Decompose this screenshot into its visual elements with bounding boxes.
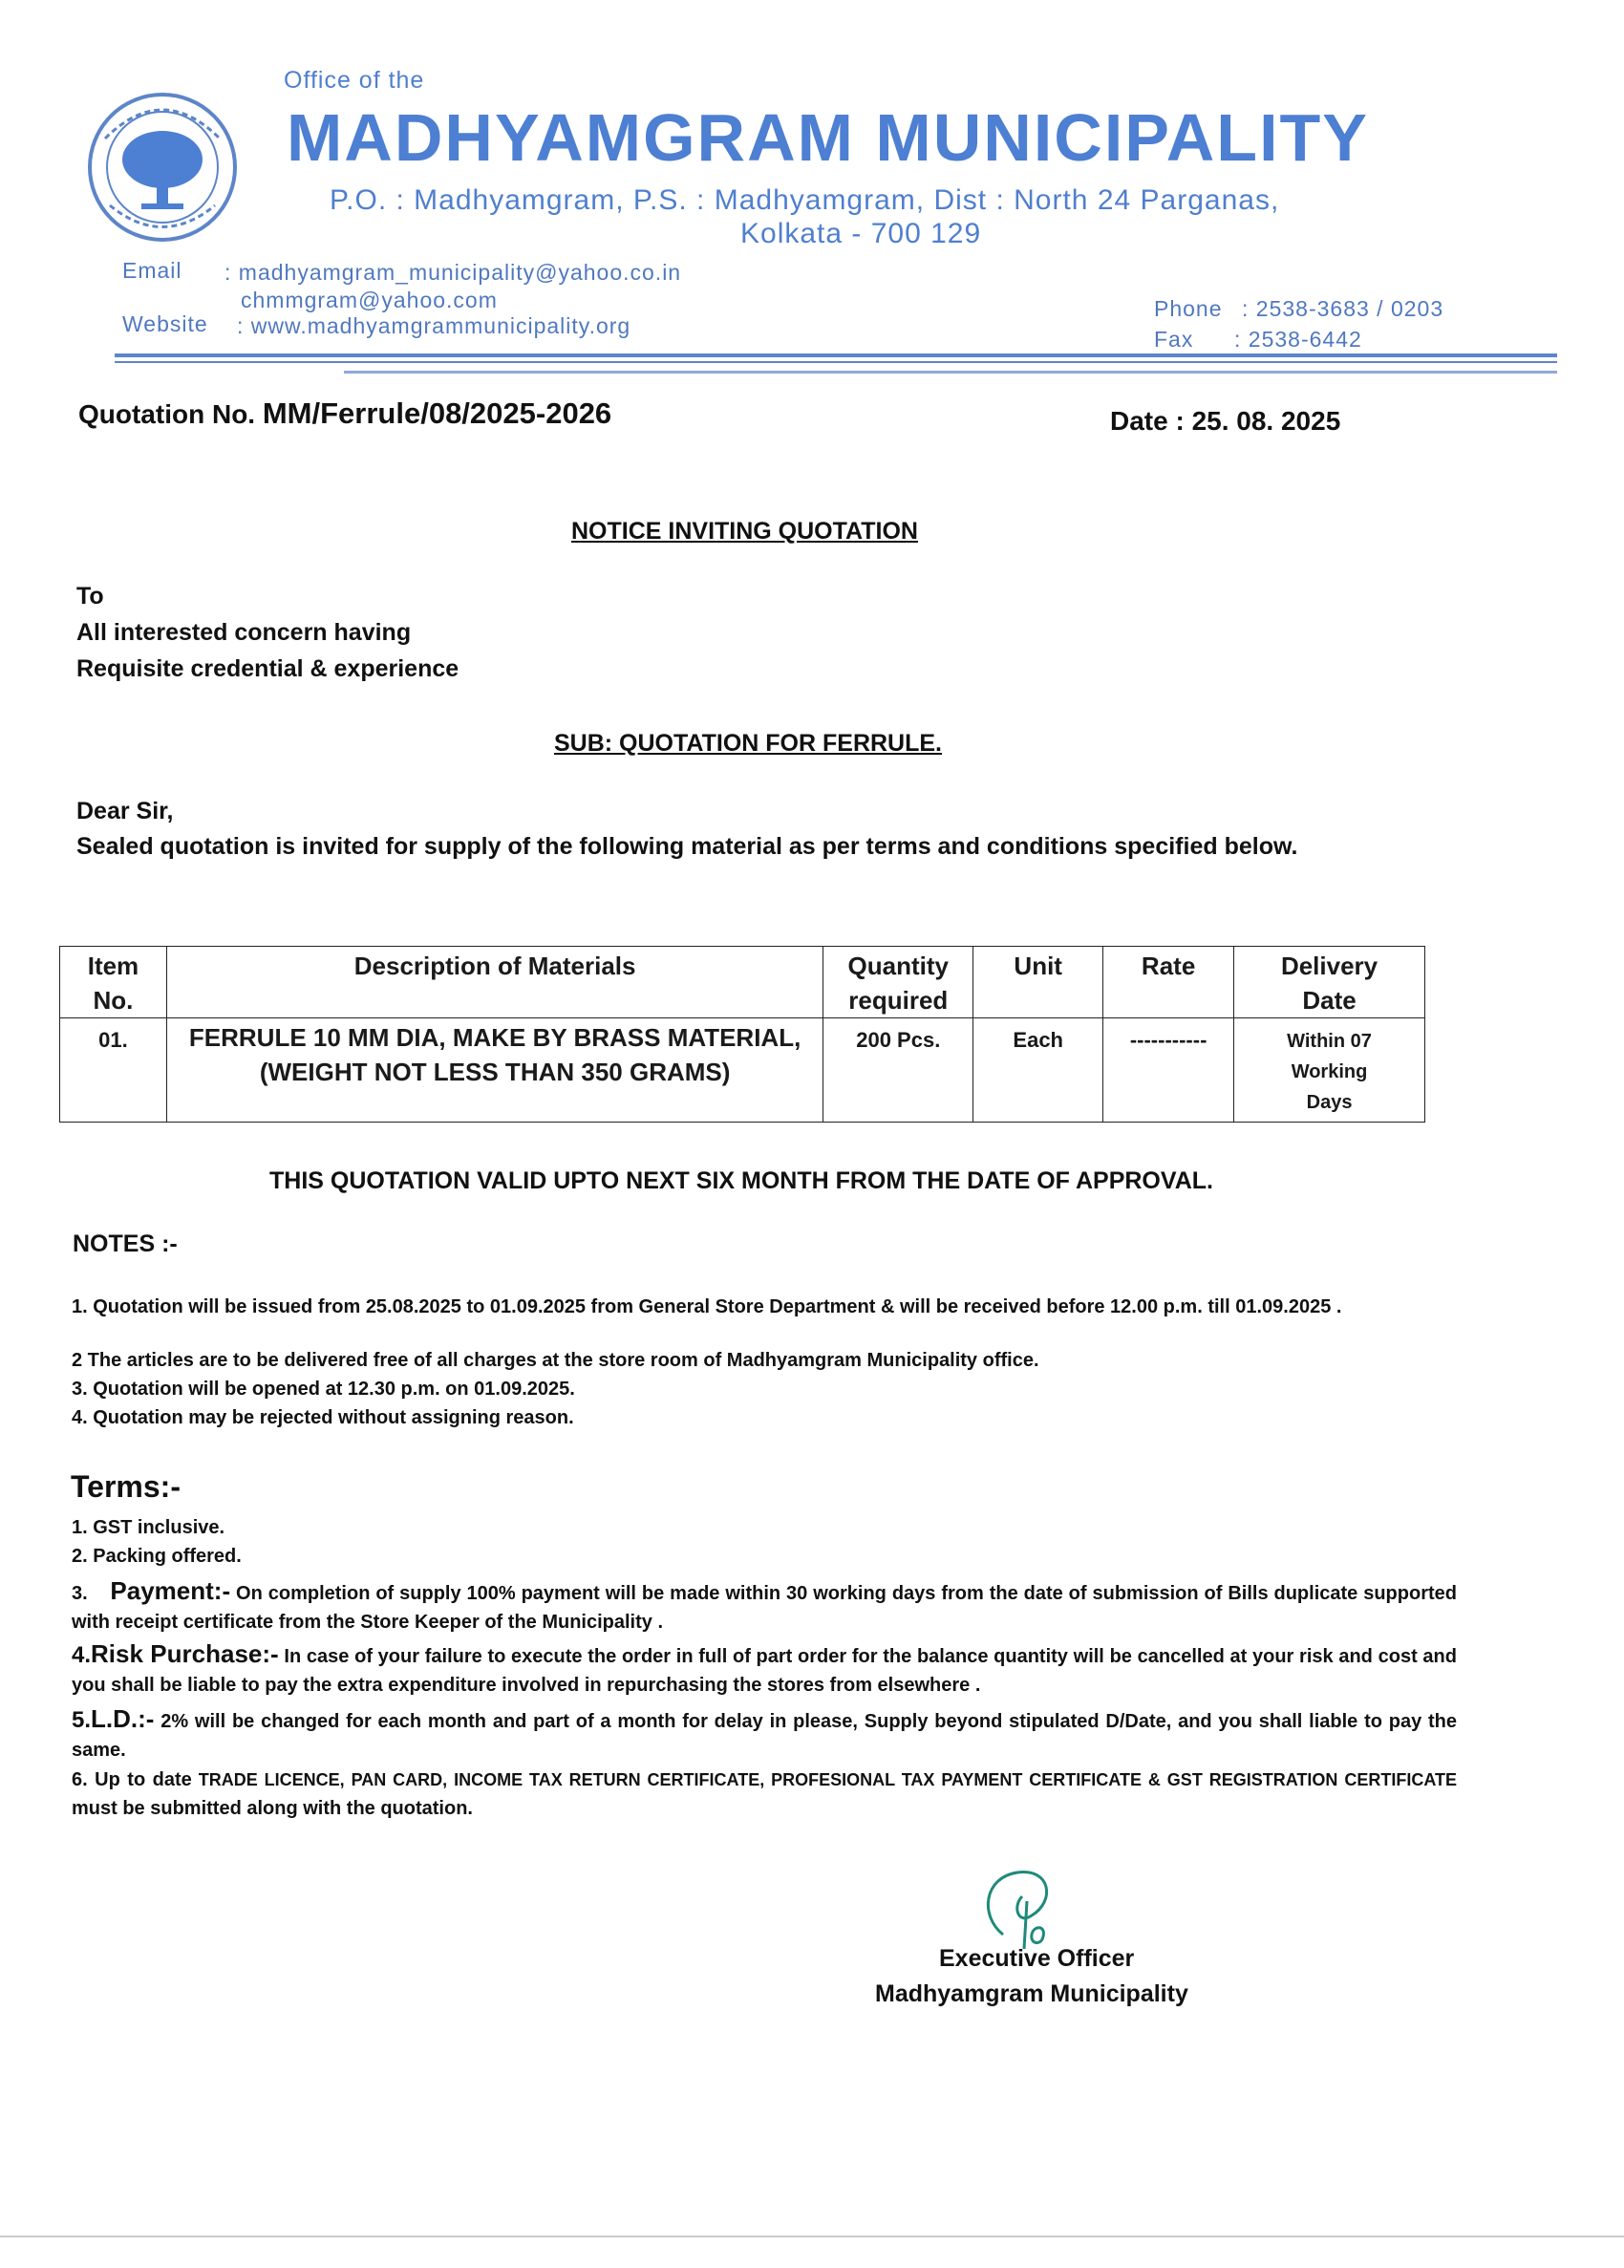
term-5-heading: L.D.:- [91,1704,155,1733]
cell-delivery [1234,1018,1425,1123]
letterhead-website: : www.madhyamgrammunicipality.org [237,313,631,338]
municipality-emblem-icon [67,91,258,244]
notes-title: NOTES :- [73,1230,178,1257]
salutation: Dear Sir, [76,798,174,824]
letterhead-divider-secondary [115,361,1557,363]
cell-description [166,1018,823,1123]
letterhead-fax-label: Fax [1154,327,1194,352]
table-header-row [60,947,1425,1018]
addressee-line2: Requisite credential & experience [76,655,459,682]
term-3-text: On completion of supply 100% payment will be made within 30 working days from the date of submission of Bills duplicate supported with receipt certificate from the Store Keeper of the Municipality . [72,1583,1457,1633]
header-item-no-l2: No. [93,986,134,1015]
letterhead-email-primary: : madhyamgram_municipality@yahoo.co.in [224,260,682,285]
letterhead-email-secondary: chmmgram@yahoo.com [241,288,498,312]
quotation-date: 25. 08. 2025 [1191,406,1341,436]
cell-quantity: 200 Pcs. [823,1018,973,1123]
cell-delivery-l1: Within 07 [1287,1031,1372,1052]
header-item-no-l1: Item [87,952,139,980]
page-bottom-edge [0,2236,1624,2237]
note-item-1: 1. Quotation will be issued from 25.08.2025 to 01.09.2025 from General Store Department & will be received before 12.00 p.m. till 01.09.2025 . [72,1296,1342,1317]
cell-unit: Each [973,1018,1103,1123]
term-4-prefix: 4. [72,1642,92,1668]
header-rate: Rate [1103,947,1234,1018]
cell-description-l1: FERRULE 10 MM DIA, MAKE BY BRASS MATERIAL, [188,1023,801,1052]
header-delivery [1234,947,1425,1018]
term-6-suffix: must be submitted along with the quotation. [72,1798,473,1819]
header-description: Description of Materials [166,947,823,1018]
note-item-2: 2 The articles are to be delivered free of all charges at the store room of Madhyamgram Municipality office. [72,1350,1039,1371]
letterhead-address-line2: Kolkata - 700 129 [740,218,982,249]
header-unit: Unit [973,947,1103,1018]
cell-item-no: 01. [60,1018,167,1123]
quotation-number-label: Quotation No. [78,399,256,429]
term-6-docs: TRADE LICENCE, PAN CARD, INCOME TAX RETURN CERTIFICATE, PROFESIONAL TAX PAYMENT CERTIFICATE & GST REGISTRATION CERTIFICATE [191,1770,1457,1789]
term-6-prefix: 6. Up to date [72,1769,192,1790]
letterhead-fax: : 2538-6442 [1234,327,1362,352]
notice-heading: NOTICE INVITING QUOTATION [571,518,918,545]
letterhead-phone: : 2538-3683 / 0203 [1242,296,1444,321]
term-4-heading: Risk Purchase:- [91,1639,279,1668]
term-item-2: 2. Packing offered. [72,1546,242,1567]
header-delivery-l2: Date [1302,986,1357,1015]
quotation-number: MM/Ferrule/08/2025-2026 [262,396,612,430]
addressee-line1: All interested concern having [76,619,412,646]
header-quantity [823,947,973,1018]
letterhead-office-of: Office of the [284,67,425,94]
note-item-3: 3. Quotation will be opened at 12.30 p.m. on 01.09.2025. [72,1379,575,1400]
term-item-4 [72,1639,1457,1700]
header-quantity-l1: Quantity [847,952,949,980]
term-4-text: In case of your failure to execute the order in full of part order for the balance quantity will be cancelled at your risk and cost and you shall be liable to pay the extra expenditure involved in repurchasing the stores from elsewhere . [72,1646,1457,1696]
term-item-5 [72,1704,1457,1765]
term-3-prefix: 3. [72,1583,88,1604]
signatory-designation: Executive Officer [939,1945,1135,1972]
header-item-no [60,947,167,1018]
letterhead-website-label: Website [122,311,208,336]
header-delivery-l1: Delivery [1280,952,1378,980]
term-item-3 [72,1576,1457,1637]
quotation-date-label: Date : [1110,406,1185,436]
term-5-text: 2% will be changed for each month and part of a month for delay in please, Supply beyond stipulated D/Date, and you shall liable to pay the same. [72,1711,1457,1761]
addressee-to: To [76,583,104,610]
cell-rate: ----------- [1103,1018,1234,1123]
cell-delivery-l3: Days [1306,1092,1353,1113]
letterhead-email-label: Email [122,258,182,283]
terms-title: Terms:- [71,1469,181,1504]
header-quantity-l2: required [848,986,949,1015]
table-row [60,1018,1425,1123]
term-5-prefix: 5. [72,1707,92,1733]
letterhead-municipality-name: MADHYAMGRAM MUNICIPALITY [287,100,1369,175]
validity-statement: THIS QUOTATION VALID UPTO NEXT SIX MONTH FROM THE DATE OF APPROVAL. [269,1167,1213,1194]
term-3-heading: Payment:- [110,1576,231,1605]
letterhead-divider [115,353,1557,357]
term-item-1: 1. GST inclusive. [72,1517,225,1538]
intro-paragraph: Sealed quotation is invited for supply of the following material as per terms and conditions specified below. [76,833,1298,860]
letterhead-phone-label: Phone [1154,296,1223,321]
signatory-organisation: Madhyamgram Municipality [875,1980,1188,2007]
materials-table [59,946,1425,1123]
letterhead-divider-tertiary [344,371,1557,374]
term-item-6 [72,1765,1457,1823]
subject-line: SUB: QUOTATION FOR FERRULE. [554,730,942,757]
cell-description-l2: (WEIGHT NOT LESS THAN 350 GRAMS) [259,1058,731,1086]
quotation-date-line [1110,406,1340,437]
quotation-number-line [78,396,611,431]
note-item-4: 4. Quotation may be rejected without assigning reason. [72,1407,574,1428]
letterhead-address-line1: P.O. : Madhyamgram, P.S. : Madhyamgram, Dist : North 24 Parganas, [330,184,1280,216]
cell-delivery-l2: Working [1291,1061,1368,1082]
